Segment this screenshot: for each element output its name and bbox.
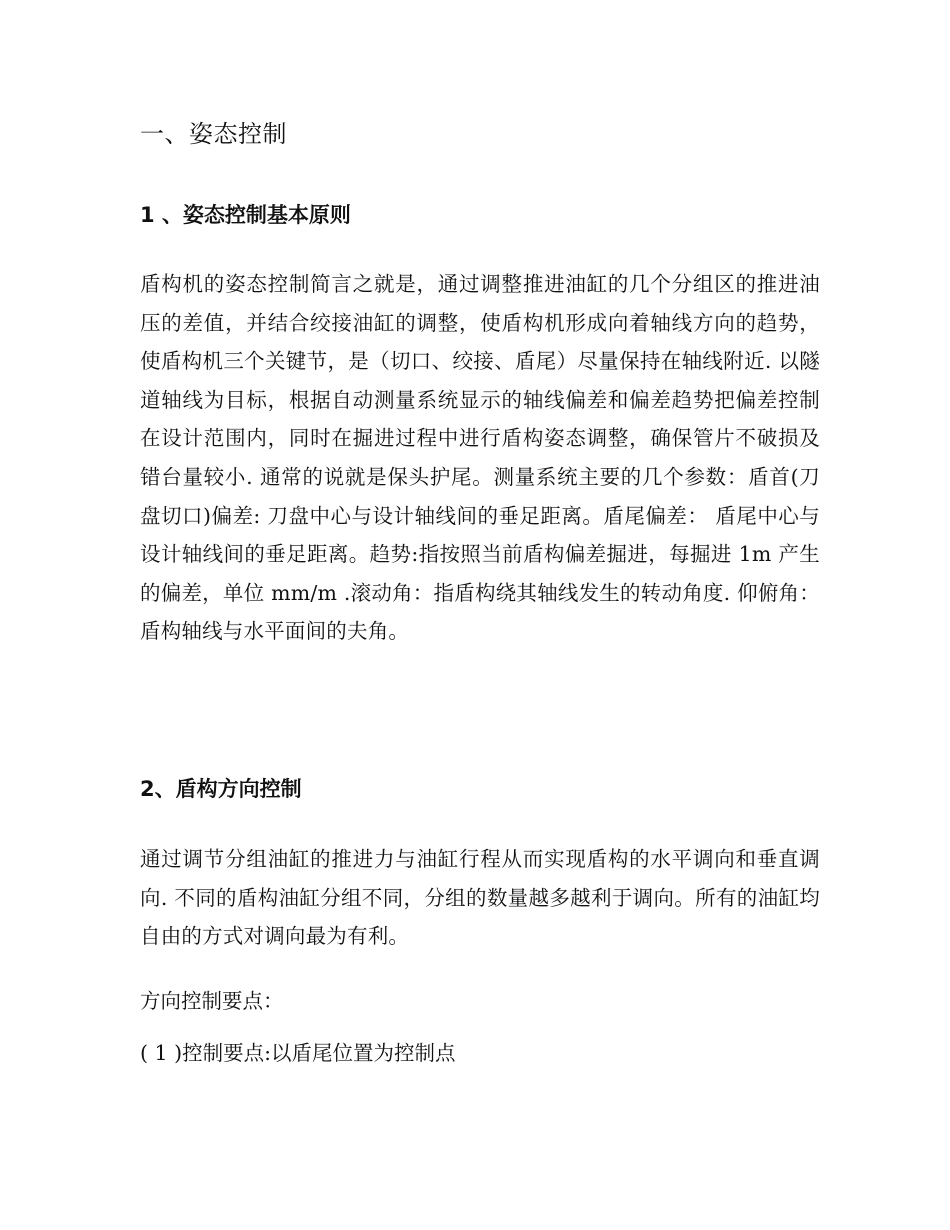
paragraph-attitude-control: 盾构机的姿态控制简言之就是，通过调整推进油缸的几个分组区的推进油压的差值，并结合绞接油缸的调整，使盾构机形成向着轴线方向的趋势，使盾构机三个关键节，是（切口、绞接、盾尾）尽量保持在轴线附近. 以隧道轴线为目标，根据自动测量系统显示的轴线偏差和偏差趋势把偏差控制在设计范围内，同时在掘进过程中进行盾构姿态调整，确保管片不破损及错台量较小. 通常的说就是保头护尾。测量系统主要的几个参数：盾首(刀盘切口)偏差: 刀盘中心与设计轴线间的垂足距离。盾尾偏差： 盾尾中心与设计轴线间的垂足距离。趋势:指按照当前盾构偏差掘进，每掘进 1m 产生的偏差，单位 mm/m .滚动角：指盾构绕其轴线发生的转动角度. 仰俯角：盾构轴线与水平面间的夫角。 [140,272,820,644]
points-heading: 方向控制要点： [140,989,284,1013]
control-point-item: ( 1 )控制要点:以盾尾位置为控制点 [140,1041,456,1065]
subsection-title-attitude-principles: 1 、姿态控制基本原则 [140,203,351,227]
paragraph-direction-control: 通过调节分组油缸的推进力与油缸行程从而实现盾构的水平调向和垂直调向. 不同的盾构油缸分组不同，分组的数量越多越利于调向。所有的油缸均自由的方式对调向最为有利。 [140,847,820,949]
section-title: 一、姿态控制 [140,120,287,148]
subsection-title-direction-control: 2、盾构方向控制 [140,777,302,801]
